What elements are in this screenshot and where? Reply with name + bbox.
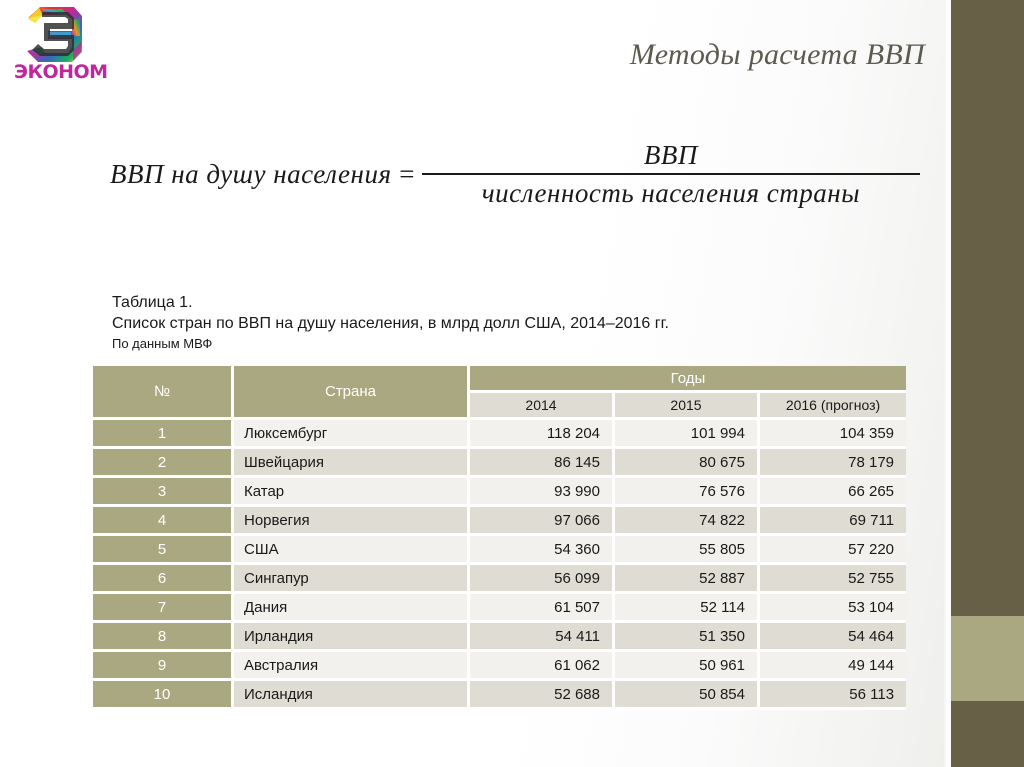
cell-value-2015: 55 805 <box>615 536 760 565</box>
table-header <box>93 366 906 420</box>
gdp-per-capita-formula <box>110 140 920 209</box>
cell-value-2016: 66 265 <box>760 478 906 507</box>
table-caption-title: Список стран по ВВП на душу населения, в млрд долл США, 2014–2016 гг. <box>112 315 669 332</box>
cell-value-2016: 104 359 <box>760 420 906 449</box>
cell-value-2016: 53 104 <box>760 594 906 623</box>
table-row <box>93 420 906 449</box>
cell-country: Катар <box>234 478 470 507</box>
slide-right-edge-gradient <box>944 0 951 767</box>
cell-rank: 1 <box>93 420 234 449</box>
cell-value-2016: 56 113 <box>760 681 906 710</box>
cell-country: Швейцария <box>234 449 470 478</box>
cell-country: Исландия <box>234 681 470 710</box>
cell-value-2016: 69 711 <box>760 507 906 536</box>
gdp-per-capita-table <box>93 366 906 710</box>
table-row <box>93 565 906 594</box>
cell-value-2014: 93 990 <box>470 478 615 507</box>
cell-rank: 3 <box>93 478 234 507</box>
cell-rank: 2 <box>93 449 234 478</box>
cell-country: Ирландия <box>234 623 470 652</box>
page-title: Методы расчета ВВП <box>629 38 925 71</box>
formula-left-side: ВВП на душу населения <box>110 159 392 189</box>
table-row <box>93 594 906 623</box>
cell-value-2014: 86 145 <box>470 449 615 478</box>
cell-rank: 9 <box>93 652 234 681</box>
cell-value-2015: 74 822 <box>615 507 760 536</box>
table-body <box>93 420 906 710</box>
econom-logo-wordmark: ЭКОНОМ <box>14 61 108 83</box>
cell-value-2014: 56 099 <box>470 565 615 594</box>
cell-value-2015: 50 854 <box>615 681 760 710</box>
econom-logo <box>14 6 108 86</box>
cell-country: Сингапур <box>234 565 470 594</box>
table-caption-number: Таблица 1. <box>112 294 193 311</box>
column-header-year-2015: 2015 <box>615 393 760 420</box>
table-row <box>93 478 906 507</box>
table-row <box>93 449 906 478</box>
econom-logo-mark-icon <box>22 6 84 63</box>
cell-value-2015: 50 961 <box>615 652 760 681</box>
cell-rank: 10 <box>93 681 234 710</box>
column-header-number: № <box>93 366 234 420</box>
cell-value-2016: 52 755 <box>760 565 906 594</box>
column-header-year-2016: 2016 (прогноз) <box>760 393 906 420</box>
cell-value-2016: 54 464 <box>760 623 906 652</box>
cell-value-2015: 101 994 <box>615 420 760 449</box>
cell-value-2014: 54 411 <box>470 623 615 652</box>
cell-value-2015: 52 114 <box>615 594 760 623</box>
cell-value-2015: 76 576 <box>615 478 760 507</box>
slide-right-sidebar-accent-block <box>951 616 1024 701</box>
table-caption-source: По данным МВФ <box>112 336 213 351</box>
cell-country: Австралия <box>234 652 470 681</box>
cell-rank: 8 <box>93 623 234 652</box>
cell-value-2016: 78 179 <box>760 449 906 478</box>
cell-country: Норвегия <box>234 507 470 536</box>
cell-rank: 6 <box>93 565 234 594</box>
cell-value-2014: 61 507 <box>470 594 615 623</box>
table-row <box>93 652 906 681</box>
table-header-row-main <box>93 366 906 393</box>
cell-value-2014: 61 062 <box>470 652 615 681</box>
cell-rank: 4 <box>93 507 234 536</box>
formula-fraction <box>422 140 920 209</box>
cell-rank: 5 <box>93 536 234 565</box>
cell-country: Люксембург <box>234 420 470 449</box>
table-row <box>93 536 906 565</box>
cell-value-2014: 118 204 <box>470 420 615 449</box>
cell-value-2015: 52 887 <box>615 565 760 594</box>
table-caption <box>112 292 669 352</box>
cell-value-2014: 97 066 <box>470 507 615 536</box>
cell-rank: 7 <box>93 594 234 623</box>
cell-value-2015: 51 350 <box>615 623 760 652</box>
formula-denominator: численность населения страны <box>481 178 860 208</box>
cell-value-2015: 80 675 <box>615 449 760 478</box>
cell-value-2016: 57 220 <box>760 536 906 565</box>
column-header-years-group: Годы <box>470 366 906 393</box>
table-row <box>93 623 906 652</box>
cell-value-2014: 54 360 <box>470 536 615 565</box>
formula-numerator: ВВП <box>643 140 698 170</box>
cell-value-2014: 52 688 <box>470 681 615 710</box>
cell-value-2016: 49 144 <box>760 652 906 681</box>
table-row <box>93 681 906 710</box>
table-row <box>93 507 906 536</box>
column-header-country: Страна <box>234 366 470 420</box>
cell-country: США <box>234 536 470 565</box>
formula-equals-sign: = <box>397 159 416 189</box>
column-header-year-2014: 2014 <box>470 393 615 420</box>
cell-country: Дания <box>234 594 470 623</box>
